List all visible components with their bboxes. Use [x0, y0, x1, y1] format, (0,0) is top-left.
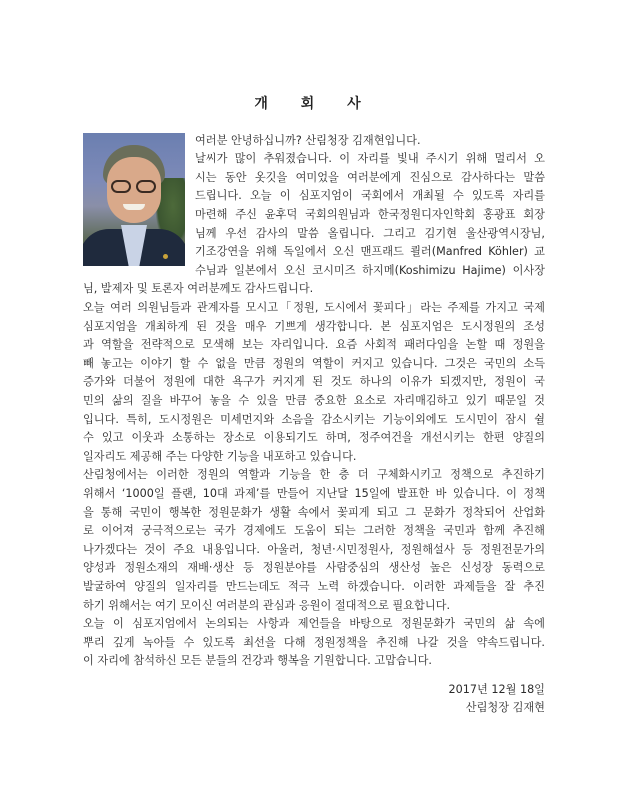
portrait-photo: [83, 133, 185, 266]
body-line: 로 이어져 궁극적으로는 국가 경제에도 도움이 되는 그러한 정책을 국민과 함께 추진해: [83, 524, 545, 537]
body-line: 하기 위해서는 여기 모이신 여러분의 관심과 응원이 절대적으로 필요합니다.: [83, 599, 451, 612]
body-line: 과 역할을 전략적으로 모색해 보는 자리입니다. 요즘 사회적 패러다임을 논할 때 정원을: [83, 338, 545, 351]
signature-name: 산림청장 김재현: [465, 701, 545, 714]
body-line: 을 통해 국민이 행복한 정원문화가 생활 속에서 꽃피게 되고 그 문화가 정착되어 산업화: [83, 506, 545, 519]
body-line: 입니다. 특히, 도시정원은 미세먼지와 소음을 감소시키는 기능이외에도 도시민이 잠시 쉴: [83, 413, 545, 426]
body-line: 위해서 ‘1000일 플랜, 10대 과제’를 만들어 지난달 15일에 발표한 바 있습니다. 이 정책: [83, 487, 545, 500]
body-line: 날씨가 많이 추워졌습니다. 이 자리를 빛내 주시기 위해 멀리서 오: [195, 152, 545, 165]
body-line: 기조강연을 위해 독일에서 오신 맨프래드 쾰러(Manfred Köhler) 교: [195, 245, 545, 258]
page-title: 개 회 사: [254, 96, 375, 112]
body-line: 심포지엄을 개최하게 된 것을 매우 기쁘게 생각합니다. 본 심포지엄은 도시정원의 조성: [83, 320, 545, 333]
body-line: 시는 동안 옷깃을 여미었을 여러분에게 진심으로 감사하다는 말씀: [195, 171, 545, 184]
photo-smile: [123, 204, 145, 210]
body-line: 산림청에서는 이러한 정원의 역할과 기능을 한 층 더 구체화시키고 정책으로 추진하기: [83, 468, 545, 481]
lapel-pin: [163, 254, 168, 259]
body-line: 빼 놓고는 이야기 할 수 없을 만큼 정원의 역할이 커지고 있습니다. 그것은 국민의 소득: [83, 357, 545, 370]
body-line: 님께 우선 감사의 말씀 올립니다. 그리고 김기현 울산광역시장님,: [195, 227, 545, 240]
body-line: 마련해 주신 윤후덕 국회의원님과 한국정원디자인학회 홍광표 회장: [195, 208, 545, 221]
body-line: 일자리도 제공해 주는 다양한 기능을 내포하고 있습니다.: [83, 450, 357, 463]
body-line: 여러분 안녕하십니까? 산림청장 김재현입니다.: [195, 134, 421, 147]
body-line: 오늘 이 심포지엄에서 논의되는 사항과 제언들을 바탕으로 정원문화가 국민의 삶 속에: [83, 617, 545, 630]
body-line: 뿌리 깊게 녹아들 수 있도록 최선을 다해 정원정책을 추진해 나갈 것을 약속드립니다.: [83, 636, 545, 649]
body-line: 수님과 일본에서 오신 코시미즈 하지메(Koshimizu Hajime) 이사장: [195, 264, 545, 277]
body-line: 나가겠다는 것이 주요 내용입니다. 아울러, 청년·시민정원사, 정원해설사 등 정원전문가의: [83, 543, 545, 556]
body-line: 수 있고 이웃과 소통하는 장소로 이용되기도 하며, 정주여건을 개선시키는 한편 양질의: [83, 431, 545, 444]
body-line: 드립니다. 오늘 이 심포지엄이 국회에서 개최될 수 있도록 자리를: [195, 189, 545, 202]
body-line: 양성과 정원소재의 재배·생산 등 정원분야를 사람중심의 생산성 높은 신성장 동력으로: [83, 561, 545, 574]
body-line: 증가와 더불어 정원에 대한 욕구가 커지게 된 것도 하나의 이유가 되겠지만, 정원이 국: [83, 375, 545, 388]
body-line: 발굴하여 양질의 일자리를 만드는데도 적극 노력 하겠습니다. 이러한 과제들을 잘 추진: [83, 580, 545, 593]
body-line: 님, 발제자 및 토론자 여러분께도 감사드립니다.: [83, 282, 314, 295]
body-line: 오늘 여러 의원님들과 관계자를 모시고「정원, 도시에서 꽃피다」라는 주제를 가지고 국제: [83, 301, 545, 314]
signature-date: 2017년 12월 18일: [448, 683, 545, 696]
body-line: 민의 삶의 질을 바꾸어 놓을 수 있을 만큼 중요한 요소로 자리매김하고 있기 때문일 것: [83, 394, 545, 407]
body-line: 이 자리에 참석하신 모든 분들의 건강과 행복을 기원합니다. 고맙습니다.: [83, 654, 432, 667]
photo-glasses: [109, 180, 159, 194]
